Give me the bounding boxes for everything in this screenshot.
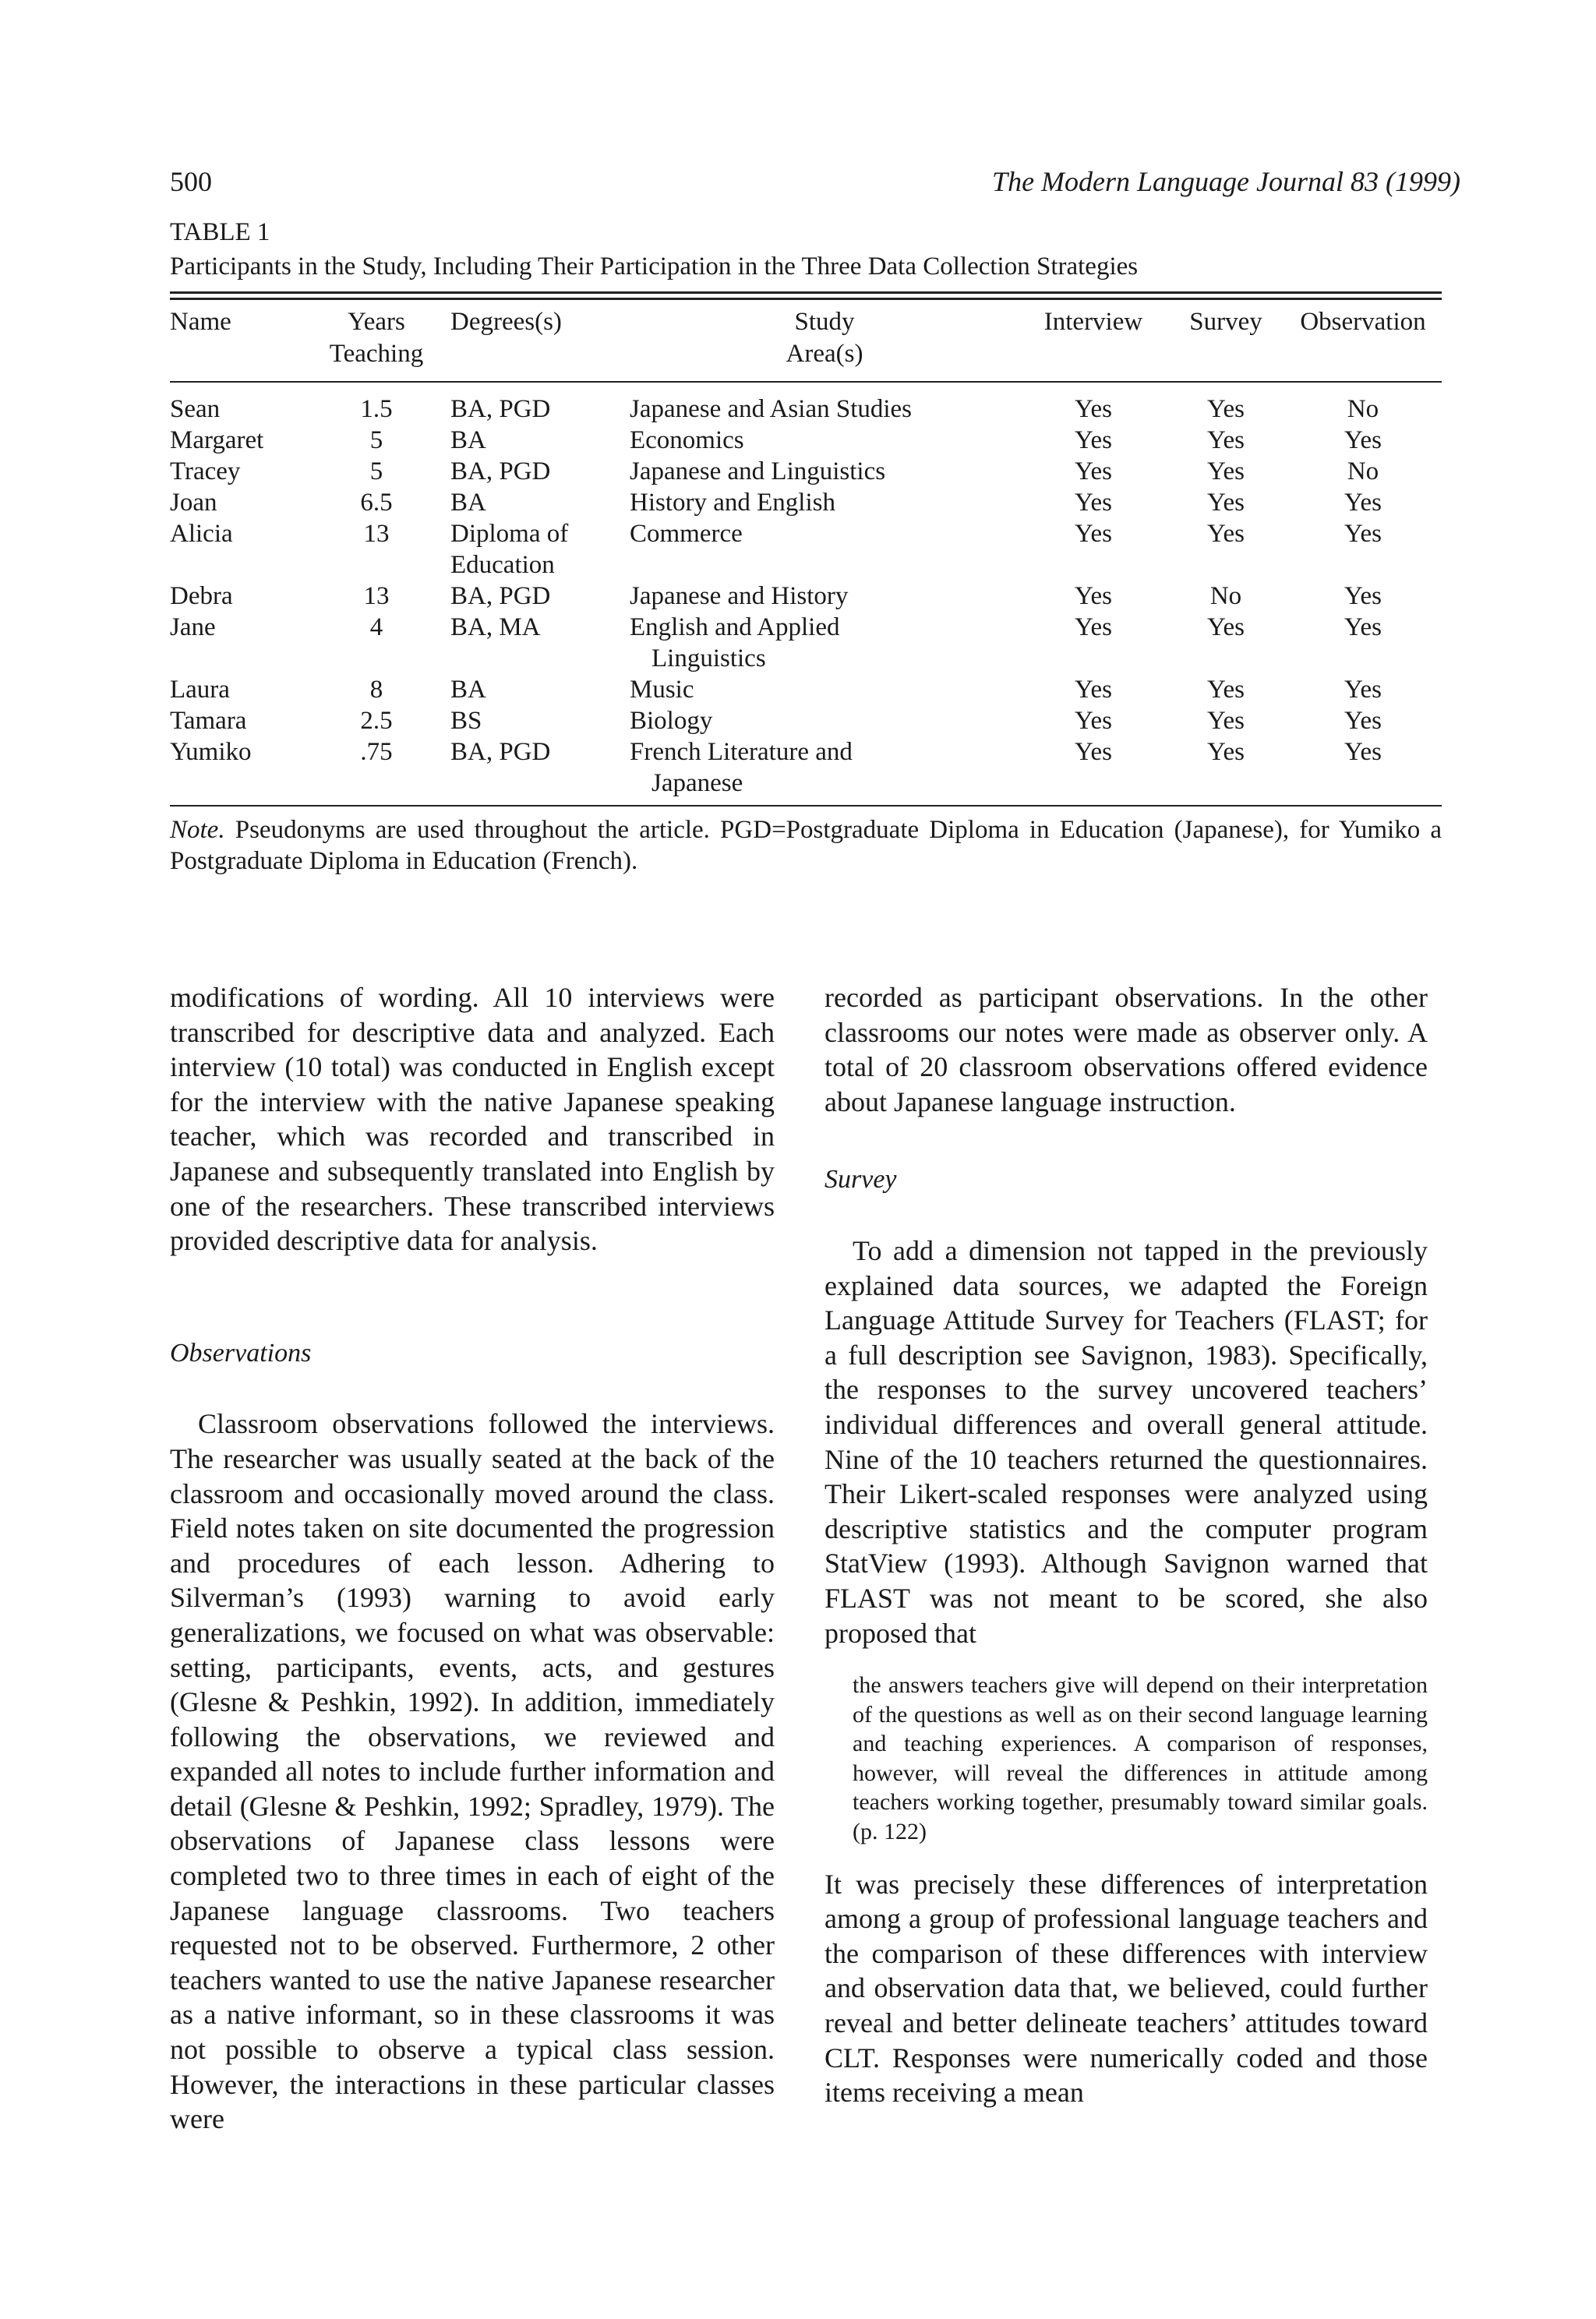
cell-years: 1.5: [360, 395, 393, 423]
cell-degrees-line: BA, PGD: [450, 738, 551, 766]
col-header-area: [630, 300, 1019, 382]
cell-area-line: Linguistics: [651, 644, 766, 672]
col-header-name: Name: [170, 308, 231, 336]
cell-interview: Yes: [1074, 676, 1113, 704]
cell-area-line: Japanese and Asian Studies: [630, 395, 913, 423]
table-top-rule: [170, 291, 1442, 300]
table-row: [170, 382, 1442, 425]
col-header-area-line2: Area(s): [786, 340, 863, 368]
cell-survey: Yes: [1206, 707, 1245, 735]
col-header-area-line1: Study: [794, 308, 855, 336]
cell-survey: Yes: [1206, 738, 1245, 766]
cell-name: Tamara: [170, 707, 247, 735]
cell-degrees: [450, 736, 630, 806]
table-note: [170, 814, 1442, 877]
cell-years: .75: [360, 738, 393, 766]
cell-interview: Yes: [1074, 738, 1113, 766]
table-body: [170, 382, 1442, 806]
cell-name: Alicia: [170, 520, 233, 548]
cell-interview: Yes: [1074, 707, 1113, 735]
table-label: TABLE 1: [170, 218, 270, 246]
cell-degrees-line: BA: [450, 676, 486, 704]
cell-degrees-line: BA: [450, 426, 486, 454]
table-header-row: [170, 300, 1442, 382]
cell-name: Yumiko: [170, 738, 252, 766]
cell-years: 13: [363, 520, 390, 548]
cell-years: 8: [369, 676, 383, 704]
cell-degrees: [450, 581, 630, 612]
cell-years: 5: [369, 426, 383, 454]
cell-interview: Yes: [1074, 395, 1113, 423]
cell-area-line: Music: [630, 676, 694, 704]
cell-degrees: [450, 612, 630, 674]
running-head: The Modern Language Journal 83 (1999): [992, 166, 1460, 197]
cell-interview: Yes: [1074, 457, 1113, 485]
cell-observation: No: [1347, 395, 1379, 423]
cell-survey: Yes: [1206, 395, 1245, 423]
cell-degrees-line: BA, MA: [450, 613, 541, 641]
section-heading-observations: Observations: [170, 1338, 312, 1368]
col-header-interview: Interview: [1043, 308, 1143, 336]
cell-observation: Yes: [1344, 613, 1382, 641]
cell-interview: Yes: [1074, 426, 1113, 454]
cell-observation: No: [1347, 457, 1379, 485]
cell-area-line: Japanese: [651, 769, 743, 797]
cell-observation: Yes: [1344, 676, 1382, 704]
cell-observation: Yes: [1344, 489, 1382, 517]
cell-area: [630, 736, 1019, 806]
block-quote: the answers teachers give will depend on their interpretation of the questions as well as on their second language learning and teaching experiences. A comparison of responses, however, will reveal the differences in attitude among teachers working together, presumably toward similar goals. (p. 122): [853, 1672, 1428, 1845]
cell-years: 5: [369, 457, 383, 485]
cell-degrees-line: BA, PGD: [450, 457, 551, 485]
table-note-lead: Note.: [170, 816, 225, 844]
cell-observation: Yes: [1344, 426, 1382, 454]
cell-degrees: [450, 674, 630, 705]
table-row: [170, 518, 1442, 581]
cell-area: [630, 425, 1019, 456]
cell-name: Joan: [170, 489, 217, 517]
left-paragraph-2: Classroom observations followed the interviews. The researcher was usually seated at the back of the classroom and occasionally moved around the class. Field notes taken on site documented the progression and procedures of each lesson. Adhering to Silverman’s (1993) warning to avoid early generalizations, we focused on what was observable: setting, participants, events, acts, and gestures (Glesne & Peshkin, 1992). In addition, immediately following the observations, we reviewed and expanded all notes to include further information and detail (Glesne & Peshkin, 1992; Spradley, 1979). The observations of Japanese class lessons were completed two to three times in each of eight of the Japanese language classrooms. Two teachers requested not to be observed. Furthermore, 2 other teachers wanted to use the native Japanese researcher as a native informant, so in these classrooms it was not possible to observe a typical class session. However, the interactions in these particular classes were: [170, 1408, 775, 2135]
page-number: 500: [170, 166, 212, 197]
cell-degrees: [450, 705, 630, 736]
participants-table-block: [170, 217, 1442, 877]
cell-survey: Yes: [1206, 676, 1245, 704]
col-header-observation: Observation: [1300, 308, 1426, 336]
cell-name: Margaret: [170, 426, 264, 454]
cell-area: [630, 612, 1019, 674]
cell-survey: Yes: [1206, 520, 1245, 548]
right-paragraph-3: It was precisely these differences of interpretation among a group of professional language teachers and the comparison of these differences with interview and observation data that, we believed, could further reveal and better delineate teachers’ attitudes toward CLT. Responses were numerically coded and those items receiving a mean: [824, 1868, 1428, 2109]
section-heading-survey: Survey: [824, 1165, 897, 1195]
cell-degrees-line: Education: [450, 551, 555, 579]
cell-survey: No: [1209, 582, 1242, 610]
cell-interview: Yes: [1074, 520, 1113, 548]
cell-years: 4: [369, 613, 383, 641]
left-text-column: [170, 980, 775, 2137]
cell-area-line: History and English: [630, 489, 835, 517]
cell-years: 13: [363, 582, 390, 610]
col-header-years-line2: Teaching: [329, 340, 424, 368]
cell-area: [630, 382, 1019, 425]
table-row: [170, 612, 1442, 674]
table-note-text: Pseudonyms are used throughout the article. PGD=Postgraduate Diploma in Education (Japanese), for Yumiko a Postgraduate Diploma in Education (French).: [170, 816, 1442, 875]
cell-name: Sean: [170, 395, 221, 423]
cell-degrees: [450, 382, 630, 425]
cell-name: Laura: [170, 676, 230, 704]
table-row: [170, 487, 1442, 518]
cell-name: Jane: [170, 613, 216, 641]
cell-interview: Yes: [1074, 489, 1113, 517]
cell-observation: Yes: [1344, 738, 1382, 766]
cell-years: 2.5: [360, 707, 393, 735]
table-caption: Participants in the Study, Including Their Participation in the Three Data Collection Strategies: [170, 252, 1139, 281]
table-row: [170, 674, 1442, 705]
cell-degrees: [450, 487, 630, 518]
cell-observation: Yes: [1344, 520, 1382, 548]
table-row: [170, 581, 1442, 612]
cell-survey: Yes: [1206, 426, 1245, 454]
cell-area: [630, 674, 1019, 705]
table-row: [170, 736, 1442, 806]
cell-degrees: [450, 518, 630, 581]
cell-area-line: Commerce: [630, 520, 743, 548]
right-text-column: [824, 980, 1428, 2110]
col-header-years-line1: Years: [348, 308, 405, 336]
cell-area: [630, 456, 1019, 487]
cell-degrees: [450, 456, 630, 487]
cell-degrees-line: Diploma of: [450, 520, 569, 548]
cell-area-line: Economics: [630, 426, 744, 454]
cell-area: [630, 487, 1019, 518]
cell-years: 6.5: [360, 489, 393, 517]
right-paragraph-1: recorded as participant observations. In the other classrooms our notes were made as observer only. A total of 20 classroom observations offered evidence about Japanese language instruction.: [824, 982, 1428, 1117]
cell-area-line: Japanese and Linguistics: [630, 457, 886, 485]
cell-area: [630, 581, 1019, 612]
col-header-survey: Survey: [1189, 308, 1262, 336]
cell-degrees-line: BA, PGD: [450, 395, 551, 423]
cell-survey: Yes: [1206, 457, 1245, 485]
cell-area-line: English and Applied: [630, 613, 840, 641]
cell-degrees-line: BA: [450, 489, 486, 517]
cell-area-line: French Literature and: [630, 738, 853, 766]
table-row: [170, 456, 1442, 487]
left-paragraph-1: modifications of wording. All 10 interviews were transcribed for descriptive data and analyzed. Each interview (10 total) was conducted in English except for the interview with the native Japanese speaking teacher, which was recorded and transcribed in Japanese and subsequently translated into English by one of the researchers. These transcribed interviews provided descriptive data for analysis.: [170, 982, 775, 1257]
cell-interview: Yes: [1074, 613, 1113, 641]
cell-area-line: Biology: [630, 707, 713, 735]
table-row: [170, 705, 1442, 736]
table-row: [170, 425, 1442, 456]
cell-area-line: Japanese and History: [630, 582, 849, 610]
cell-degrees-line: BS: [450, 707, 482, 735]
cell-degrees-line: BA, PGD: [450, 582, 551, 610]
cell-survey: Yes: [1206, 613, 1245, 641]
cell-survey: Yes: [1206, 489, 1245, 517]
cell-interview: Yes: [1074, 582, 1113, 610]
cell-name: Tracey: [170, 457, 241, 485]
cell-observation: Yes: [1344, 582, 1382, 610]
cell-name: Debra: [170, 582, 233, 610]
cell-observation: Yes: [1344, 707, 1382, 735]
cell-area: [630, 518, 1019, 581]
participants-table: [170, 300, 1442, 807]
col-header-years: [302, 300, 450, 382]
right-paragraph-2: To add a dimension not tapped in the previously explained data sources, we adapted the Foreign Language Attitude Survey for Teachers (FLAST; for a full description see Savignon, 1983). Specifically, the responses to the survey uncovered teachers’ individual differences and overall general attitude. Nine of the 10 teachers returned the questionnaires. Their Likert-scaled responses were analyzed using descriptive statistics and the computer program StatView (1993). Although Savignon warned that FLAST was not meant to be scored, she also proposed that: [824, 1234, 1428, 1649]
cell-area: [630, 705, 1019, 736]
col-header-degrees: Degrees(s): [450, 308, 562, 336]
cell-degrees: [450, 425, 630, 456]
